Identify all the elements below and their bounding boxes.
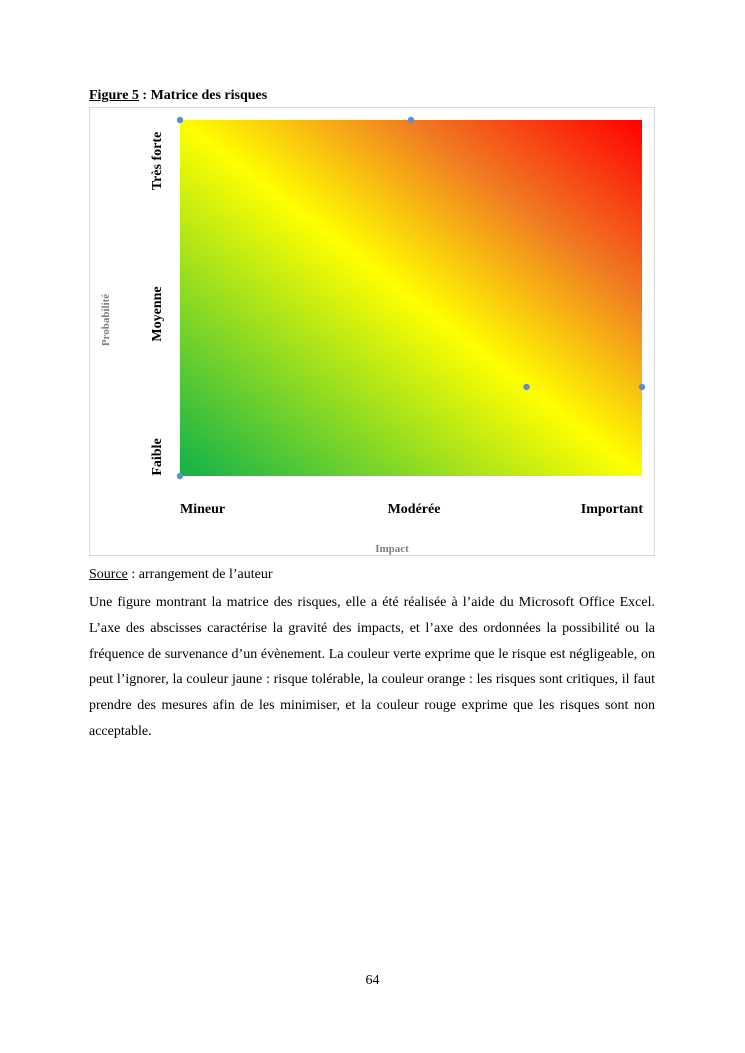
data-point-3: [523, 384, 529, 390]
data-point-1: [177, 117, 183, 123]
source-text: : arrangement de l’auteur: [127, 567, 273, 582]
source-line: [89, 567, 272, 583]
risk-gradient-background: [180, 120, 642, 476]
y-tick-label-faible: Faible: [150, 438, 165, 476]
x-axis-title: Impact: [375, 543, 409, 555]
figure-title: : Matrice des risques: [138, 88, 268, 103]
body-paragraph: Une figure montrant la matrice des risques, elle a été réalisée à l’aide du Microsoft Office Excel. L’axe des abscisses caractérise la gravité des impacts, et l’axe des ordonnées la possibilité ou la fréquence de survenance d’un évènement. La couleur verte exprime que le risque est négligeable, on peut l’ignorer, la couleur jaune : risque tolérable, la couleur orange : les risques sont critiques, il faut prendre des mesures afin de les minimiser, et la couleur rouge exprime que les risques sont non acceptable.: [89, 595, 655, 739]
page-number: 64: [365, 973, 380, 988]
data-point-5: [177, 473, 183, 479]
x-tick-label-moderee: Modérée: [387, 502, 441, 517]
chart-svg: [90, 108, 656, 557]
x-tick-label-important: Important: [580, 502, 643, 517]
source-label: Source: [89, 567, 128, 582]
figure-caption: [89, 88, 267, 104]
y-tick-label-tres-forte: Très forte: [150, 131, 165, 191]
data-point-2: [408, 117, 414, 123]
figure-number: Figure 5: [89, 88, 139, 103]
x-tick-label-mineur: Mineur: [180, 502, 226, 517]
data-point-4: [639, 384, 645, 390]
risk-matrix-chart: [89, 107, 655, 556]
y-axis-title: Probabilité: [100, 293, 112, 347]
y-tick-label-moyenne: Moyenne: [150, 286, 165, 342]
